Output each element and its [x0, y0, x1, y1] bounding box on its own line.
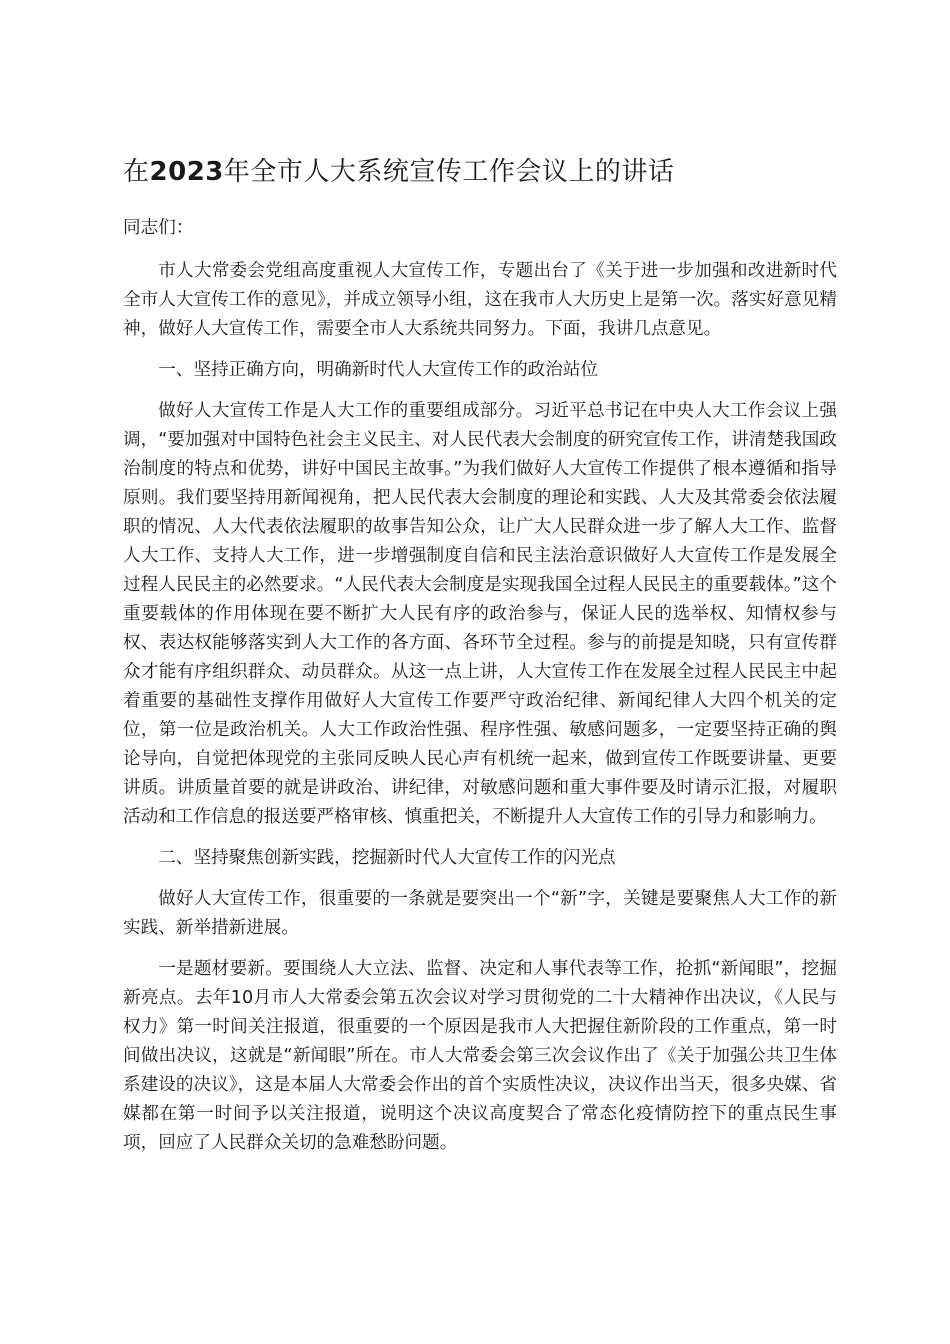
- section-heading-2: 二、坚持聚焦创新实践，挖掘新时代人大宣传工作的闪光点: [158, 848, 616, 868]
- document-page: [123, 150, 837, 1170]
- section-heading-1: 一、坚持正确方向，明确新时代人大宣传工作的政治站位: [158, 360, 599, 380]
- paragraph-section-2-intro: 做好人大宣传工作，很重要的一条就是要突出一个“新”字，关键是要聚焦人大工作的新实践、新举措新进展。: [123, 889, 837, 938]
- title-year: 2023: [149, 157, 224, 187]
- paragraph-section-2-point-1: 一是题材要新。要围绕人大立法、监督、决定和人事代表等工作，抢抓“新闻眼”，挖掘新亮点。去年10月市人大常委会第五次会议对学习贯彻党的二十大精神作出决议，《人民与权力》第一时间关注报道，很重要的一个原因是我市人大把握住新阶段的工作重点，第一时间做出决议，这就是“新闻眼”所在。市人大常委会第三次会议作出了《关于加强公共卫生体系建设的决议》，这是本届人大常委会作出的首个实质性决议，决议作出当天，很多央媒、省媒都在第一时间予以关注报道，说明这个决议高度契合了常态化疫情防控下的重点民生事项，回应了人民群众关切的急难愁盼问题。: [123, 959, 837, 1153]
- paragraph-intro: 市人大常委会党组高度重视人大宣传工作，专题出台了《关于进一步加强和改进新时代全市人大宣传工作的意见》，并成立领导小组，这在我市人大历史上是第一次。落实好意见精神，做好人大宣传工作，需要全市人大系统共同努力。下面，我讲几点意见。: [123, 261, 837, 339]
- paragraph-section-1: 做好人大宣传工作是人大工作的重要组成部分。习近平总书记在中央人大工作会议上强调，“要加强对中国特色社会主义民主、对人民代表大会制度的研究宣传工作，讲清楚我国政治制度的特点和优势，讲好中国民主故事。”为我们做好人大宣传工作提供了根本遵循和指导原则。我们要坚持用新闻视角，把人民代表大会制度的理论和实践、人大及其常委会依法履职的情况、人大代表依法履职的故事告知公众，让广大人民群众进一步了解人大工作、监督人大工作、支持人大工作，进一步增强制度自信和民主法治意识做好人大宣传工作是发展全过程人民民主的必然要求。“人民代表大会制度是实现我国全过程人民民主的重要载体。”这个重要载体的作用体现在要不断扩大人民有序的政治参与，保证人民的选举权、知情权参与权、表达权能够落实到人大工作的各方面、各环节全过程。参与的前提是知晓，只有宣传群众才能有序组织群众、动员群众。从这一点上讲，人大宣传工作在发展全过程人民民主中起着重要的基础性支撑作用做好人大宣传工作要严守政治纪律、新闻纪律人大四个机关的定位，第一位是政治机关。人大工作政治性强、程序性强、敏感问题多，一定要坚持正确的舆论导向，自觉把体现党的主张同反映人民心声有机统一起来，做到宣传工作既要讲量、更要讲质。讲质量首要的就是讲政治、讲纪律，对敏感问题和重大事件要及时请示汇报，对履职活动和工作信息的报送要严格审核、慎重把关，不断提升人大宣传工作的引导力和影响力。: [123, 401, 837, 827]
- title-suffix: 年全市人大系统宣传工作会议上的讲话: [223, 157, 675, 187]
- document-title: [123, 150, 837, 194]
- title-prefix: 在: [123, 157, 150, 187]
- salutation: 同志们：: [123, 218, 194, 238]
